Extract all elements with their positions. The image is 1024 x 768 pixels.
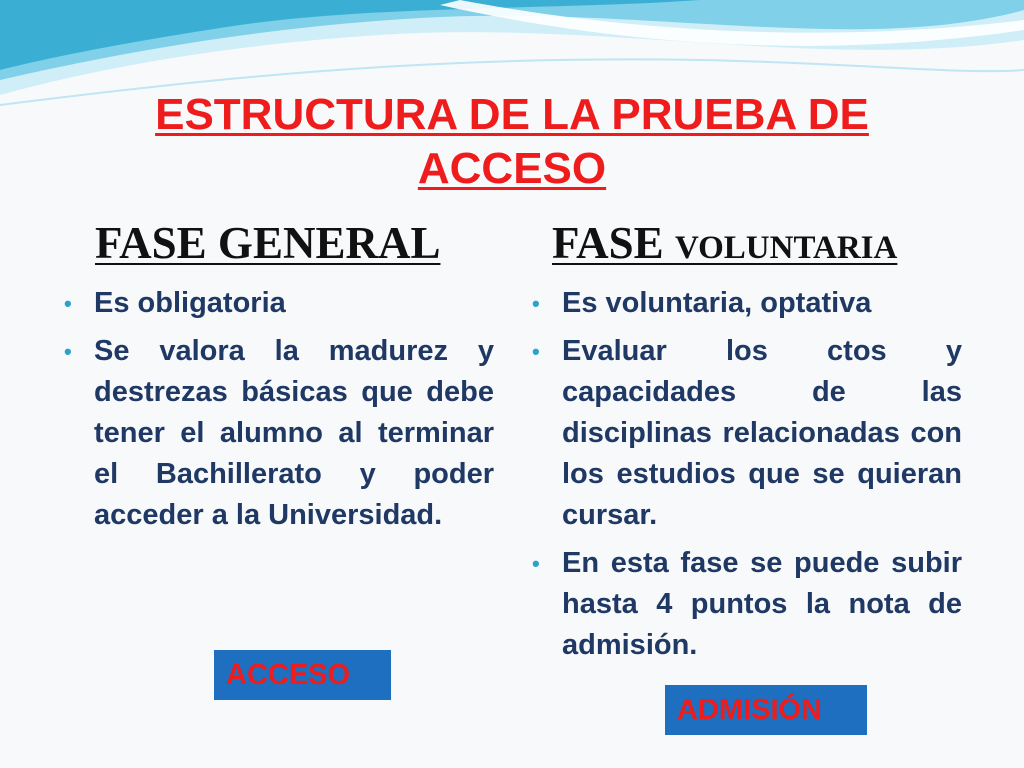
bullet-dot-icon: • [532, 551, 540, 576]
slide-title [0, 88, 1024, 196]
bullet-text: En esta fase se puede subir hasta 4 puntos la nota de admisión. [562, 547, 962, 661]
bullet-item [60, 331, 494, 536]
bullet-item [528, 543, 962, 666]
bullet-text: Evaluar los ctos y capacidades de las disciplinas relacionadas con los estudios que se quieran cursar. [562, 335, 962, 531]
bullet-text: Se valora la madurez y destrezas básicas que debe tener el alumno al terminar el Bachillerato y poder acceder a la Universidad. [94, 335, 494, 531]
bullet-item [60, 283, 494, 324]
slide-title-line-2: ACCESO [417, 144, 607, 193]
bullet-text: Es obligatoria [94, 287, 286, 319]
admision-button[interactable]: ADMISIÓN [665, 685, 867, 735]
fase-general-bullet-list [60, 283, 494, 543]
fase-voluntaria-bullet-list [528, 283, 962, 673]
acceso-button[interactable]: ACCESO [214, 650, 391, 700]
fase-voluntaria-heading-prefix: FASE [552, 218, 675, 268]
fase-general-heading: FASE GENERAL [95, 218, 441, 268]
bullet-text: Es voluntaria, optativa [562, 287, 872, 319]
bullet-item [528, 283, 962, 324]
slide-title-line-1: ESTRUCTURA DE LA PRUEBA DE [155, 90, 869, 139]
bullet-dot-icon: • [532, 291, 540, 316]
bullet-dot-icon: • [532, 339, 540, 364]
bullet-dot-icon: • [64, 339, 72, 364]
fase-voluntaria-heading [552, 214, 897, 277]
fase-voluntaria-heading-suffix: VOLUNTARIA [674, 230, 898, 266]
bullet-item [528, 331, 962, 536]
bullet-dot-icon: • [64, 291, 72, 316]
